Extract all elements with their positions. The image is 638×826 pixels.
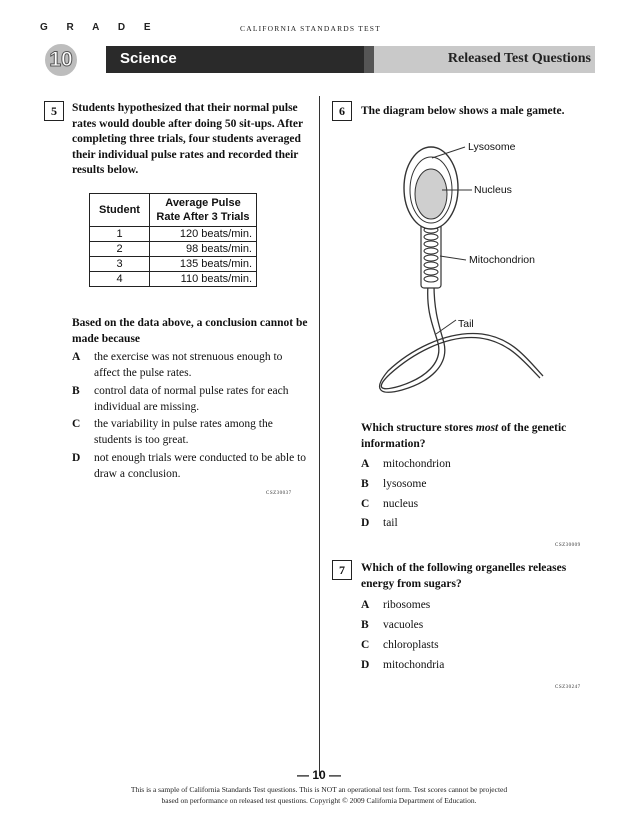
q5-option-a[interactable] [72,350,317,382]
q5-option-c[interactable] [72,417,317,449]
table-row [90,227,257,242]
option-letter: B [72,385,80,397]
table-header-row [90,194,257,227]
table-row [90,272,257,287]
male-gamete-diagram [350,138,595,410]
option-letter: C [72,418,81,430]
option-text: ribosomes [383,599,431,611]
option-text: tail [383,517,398,529]
label-mitochondrion: Mitochondrion [469,254,535,266]
option-letter: D [361,659,370,671]
q6-stem: The diagram below shows a male gamete. [361,105,565,117]
option-letter: B [361,478,369,490]
table-row [90,242,257,257]
q5-option-b[interactable] [72,384,317,416]
q6-option-d[interactable] [361,516,561,532]
sperm-cell-illustration [350,138,595,410]
option-text: mitochondrion [383,458,451,470]
page-number: — 10 — [296,768,341,782]
question-number-6: 6 [332,101,352,121]
option-text: chloroplasts [383,639,439,651]
option-text: mitochondria [383,659,445,671]
test-name: CALIFORNIA STANDARDS TEST [240,24,381,33]
subject-title: Science [120,50,177,67]
column-header-student: Student [90,194,150,227]
q7-option-b[interactable] [361,618,561,634]
option-text: not enough trials were conducted to be able to draw a conclusion. [94,452,307,480]
option-text: lysosome [383,478,427,490]
rate-cell: 120 beats/min. [150,227,257,242]
q6-option-b[interactable] [361,477,561,493]
question-number-7: 7 [332,560,352,580]
q7-code: CSZ30247 [555,685,581,690]
q5-stem: Students hypothesized that their normal pulse rates would double after doing 50 sit-ups. After completing three trials, four students averaged their individual pulse rates and recorded their results below. [72,102,304,176]
rate-cell: 110 beats/min. [150,272,257,287]
q6-code: CSZ30009 [555,543,581,548]
option-letter: D [361,517,370,529]
column-header-pulse: Average Pulse Rate After 3 Trials [150,194,257,227]
q7-stem: Which of the following organelles releases energy from sugars? [361,562,567,590]
option-text: the variability in pulse rates among the students is too great. [94,418,273,446]
pulse-rate-table [89,193,257,287]
q6-option-a[interactable] [361,457,561,473]
student-cell: 3 [90,257,150,272]
q5-option-d[interactable] [72,451,317,483]
student-cell: 1 [90,227,150,242]
option-letter: C [361,498,370,510]
table-row [90,257,257,272]
header-bar [44,46,595,73]
option-letter: A [361,458,370,470]
footer-disclaimer: This is a sample of California Standards Test questions. This is NOT an operational test form. Test scores cannot be projected based on performance on released test questions. Copyright © 2009 California Department of Education. [130,785,508,805]
grade-number: 10 [49,48,73,71]
rate-cell: 135 beats/min. [150,257,257,272]
nucleus-shape [415,169,447,219]
q5-code: CSZ30037 [266,491,292,496]
label-lysosome: Lysosome [468,141,516,153]
student-cell: 2 [90,242,150,257]
label-tail: Tail [458,318,474,330]
q7-option-a[interactable] [361,598,561,614]
option-letter: A [361,599,370,611]
column-divider [319,96,320,776]
student-cell: 4 [90,272,150,287]
q6-question: Which structure stores most of the genetic information? [361,422,567,450]
option-text: nucleus [383,498,419,510]
option-text: the exercise was not strenuous enough to affect the pulse rates. [94,351,283,379]
rate-cell: 98 beats/min. [150,242,257,257]
q7-option-c[interactable] [361,638,561,654]
grade-label: G R A D E [40,22,159,33]
question-number-5: 5 [44,101,64,121]
section-title: Released Test Questions [447,51,591,66]
option-letter: C [361,639,370,651]
option-letter: D [72,452,81,464]
option-letter: A [72,351,81,363]
option-text: vacuoles [383,619,424,631]
q7-option-d[interactable] [361,658,561,674]
option-letter: B [361,619,369,631]
q6-option-c[interactable] [361,497,561,513]
q5-question: Based on the data above, a conclusion cannot be made because [72,317,308,345]
grade-badge [42,41,80,79]
label-nucleus: Nucleus [474,184,512,196]
option-text: control data of normal pulse rates for each individual are missing. [94,385,289,413]
